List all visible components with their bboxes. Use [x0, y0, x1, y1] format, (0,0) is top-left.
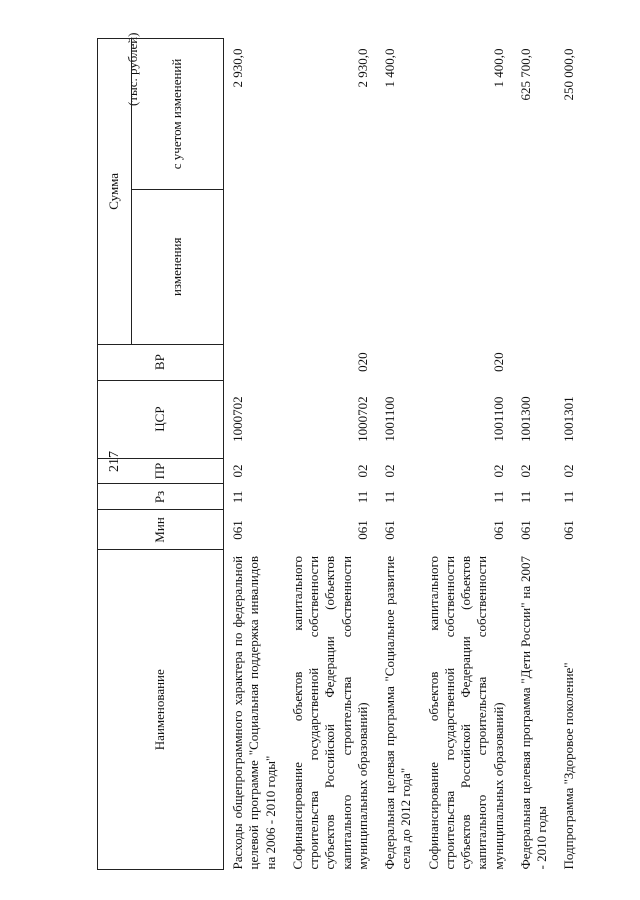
row-csr: 1001100: [382, 396, 397, 442]
row-pr: 02: [354, 464, 370, 478]
row-total: 1 400,0: [490, 48, 506, 88]
header-name: Наименование: [98, 550, 224, 870]
row-pr: 02: [230, 464, 245, 478]
row-csr: 1000702: [354, 396, 370, 442]
row-rz: 11: [517, 490, 533, 504]
row-name: Подпрограмма "Здоровое поколение": [561, 662, 577, 870]
row-vr: [555, 344, 582, 380]
header-row-top: [98, 39, 132, 870]
row-rz: 11: [382, 490, 397, 504]
row-min: 061: [230, 520, 245, 540]
row-changes: [420, 189, 512, 344]
table-row: [420, 39, 512, 870]
row-total: 1 400,0: [382, 48, 397, 88]
table-row: [224, 39, 284, 870]
units-note: (тыс. рублей): [125, 32, 140, 106]
row-csr: 1000702: [230, 396, 245, 442]
row-vr: [512, 344, 556, 380]
row-name: Федеральная целевая программа "Дети России" на 2007 - 2010 годы: [517, 555, 549, 870]
row-rz: 11: [561, 490, 577, 504]
row-total: 2 930,0: [354, 48, 370, 88]
row-csr: 1001300: [517, 396, 533, 442]
row-pr: 02: [517, 464, 533, 478]
row-vr: 020: [354, 352, 370, 372]
header-vr: ВР: [98, 344, 224, 380]
row-vr: [376, 344, 420, 380]
row-name: Софинансирование объектов капитального строительства государственной собственности субъектов Российской Федерации (объектов капитального строительства собственности муниципальных образований): [289, 555, 370, 870]
budget-table: [97, 38, 583, 870]
table-row: [555, 39, 582, 870]
header-min: Мин: [98, 510, 224, 550]
row-total: 2 930,0: [230, 48, 245, 88]
row-changes: [224, 189, 284, 344]
row-name: Расходы общепрограммного характера по федеральной целевой программе "Социальная поддержка инвалидов на 2006 - 2010 годы": [230, 555, 278, 870]
table-row: [284, 39, 376, 870]
rotated-budget-sheet: [95, 32, 635, 870]
row-csr: 1001100: [490, 396, 506, 442]
row-rz: 11: [230, 490, 245, 504]
row-min: 061: [517, 520, 533, 540]
row-min: 061: [382, 520, 397, 540]
header-rz: Рз: [98, 484, 224, 510]
row-changes: [284, 189, 376, 344]
row-name: Софинансирование объектов капитального строительства государственной собственности субъектов Российской Федерации (объектов капитального строительства собственности муниципальных образований): [425, 555, 506, 870]
header-sum: Сумма: [98, 39, 132, 345]
row-pr: 02: [382, 464, 397, 478]
header-with-changes: с учетом изменений: [132, 39, 224, 190]
row-min: 061: [561, 520, 577, 540]
row-changes: [376, 189, 420, 344]
row-csr: 1001301: [561, 396, 577, 442]
table-row: [376, 39, 420, 870]
row-total: 625 700,0: [517, 48, 533, 101]
row-rz: 11: [354, 490, 370, 504]
row-name: Федеральная целевая программа "Социальное развитие села до 2012 года": [382, 555, 414, 870]
row-min: 061: [354, 520, 370, 540]
header-pr: ПР: [98, 458, 224, 484]
row-rz: 11: [490, 490, 506, 504]
row-vr: 020: [490, 352, 506, 372]
row-pr: 02: [561, 464, 577, 478]
row-changes: [555, 189, 582, 344]
row-min: 061: [490, 520, 506, 540]
header-changes: изменения: [132, 189, 224, 344]
page-number: 217: [107, 451, 122, 472]
row-pr: 02: [490, 464, 506, 478]
row-changes: [512, 189, 556, 344]
row-vr: [224, 344, 284, 380]
row-total: 250 000,0: [561, 48, 577, 101]
table-row: [512, 39, 556, 870]
header-csr: ЦСР: [98, 380, 224, 458]
